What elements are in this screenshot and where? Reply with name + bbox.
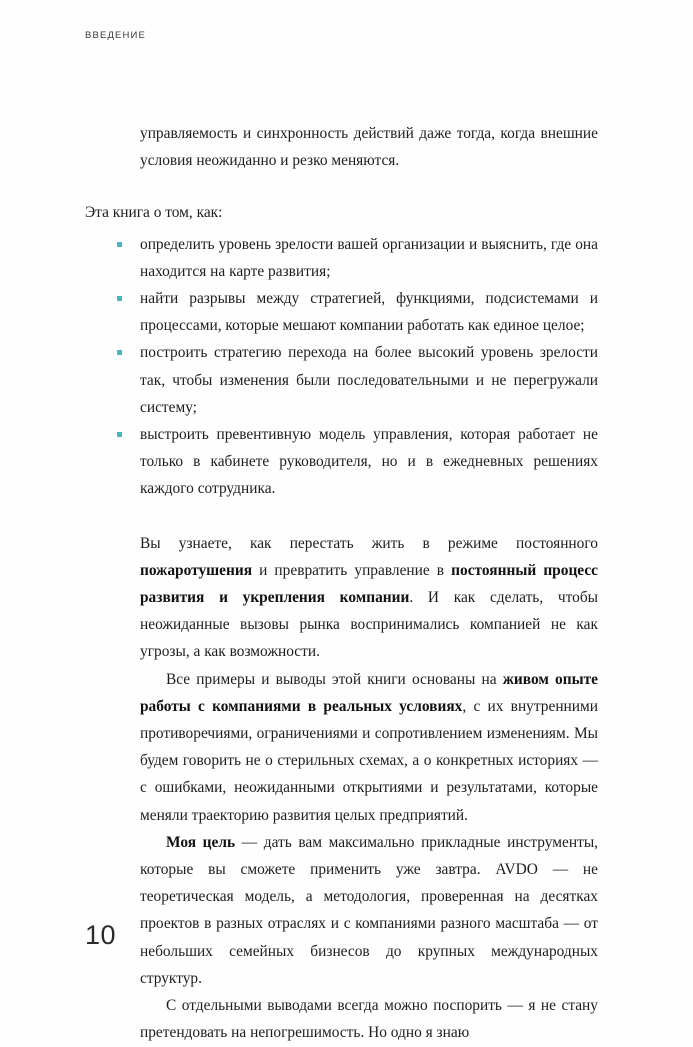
text-run: С отдельными выводами всегда можно поспорить — я не стану претендовать на непогрешимость. Но одно я знаю — [140, 997, 598, 1042]
bullet-dot-icon — [117, 432, 122, 437]
list-lead-in: Эта книга о том, как: — [85, 204, 223, 222]
list-item — [140, 339, 598, 421]
body-paragraph — [140, 530, 598, 666]
text-run: . И как сделать, чтобы неожиданные вызовы рынка воспринимались компанией не как угрозы, а как возможности. — [140, 589, 598, 661]
emphasis-run: постоянный процесс развития и укрепления компании — [140, 561, 598, 607]
page-number: 10 — [85, 920, 117, 950]
list-item — [140, 285, 598, 339]
emphasis-run: живом опыте работы с компаниями в реальных условиях — [140, 670, 599, 715]
bullet-dot-icon — [117, 296, 122, 301]
list-item-text: найти разрывы между стратегией, функциями, подсистемами и процессами, которые мешают компании работать как единое целое; — [140, 290, 598, 335]
list-item-text: определить уровень зрелости вашей организации и выяснить, где она находится на карте развития; — [140, 235, 598, 280]
objectives-list — [85, 231, 598, 503]
emphasis-run: пожаротушения — [140, 561, 253, 579]
text-run: Все примеры и выводы этой книги основаны на — [166, 670, 503, 688]
body-paragraphs — [85, 530, 598, 1047]
body-paragraph — [140, 992, 598, 1046]
running-header: ВВЕДЕНИЕ — [85, 30, 147, 41]
text-run: и превратить управление в — [252, 561, 452, 579]
list-item-text: построить стратегию перехода на более высокий уровень зрелости так, чтобы изменения были последовательными и не перегружали систему; — [140, 344, 598, 416]
body-paragraph — [140, 666, 598, 829]
text-run: Вы узнаете, как перестать жить в режиме постоянного — [140, 534, 598, 552]
bullet-dot-icon — [117, 350, 122, 355]
emphasis-run: Моя цель — [166, 833, 236, 851]
list-item — [140, 231, 598, 285]
body-paragraph — [140, 829, 598, 992]
list-item — [140, 421, 598, 503]
text-column — [85, 120, 598, 1047]
text-run: — дать вам максимально прикладные инструменты, которые вы сможете применить уже завтра. AVDO — не теоретическая модель, а методология, проверенная на десятках проектов в разных отраслях и с компаниями разного масштаба — от небольших семейных бизнесов до крупных международных структур. — [140, 833, 599, 987]
bullet-dot-icon — [117, 242, 122, 247]
text-run: , с их внутренними противоречиями, ограничениями и сопротивлением изменениям. Мы будем говорить не о стерильных схемах, а о конкретных историях — с ошибками, неожиданными открытиями и результатами, которые меняли траекторию развития целых предприятий. — [140, 697, 598, 824]
continued-paragraph: управляемость и синхронность действий даже тогда, когда внешние условия неожиданно и резко меняются. — [140, 125, 598, 170]
list-item-text: выстроить превентивную модель управления, которая работает не только в кабинете руководителя, но и в ежедневных решениях каждого сотрудника. — [140, 426, 598, 498]
